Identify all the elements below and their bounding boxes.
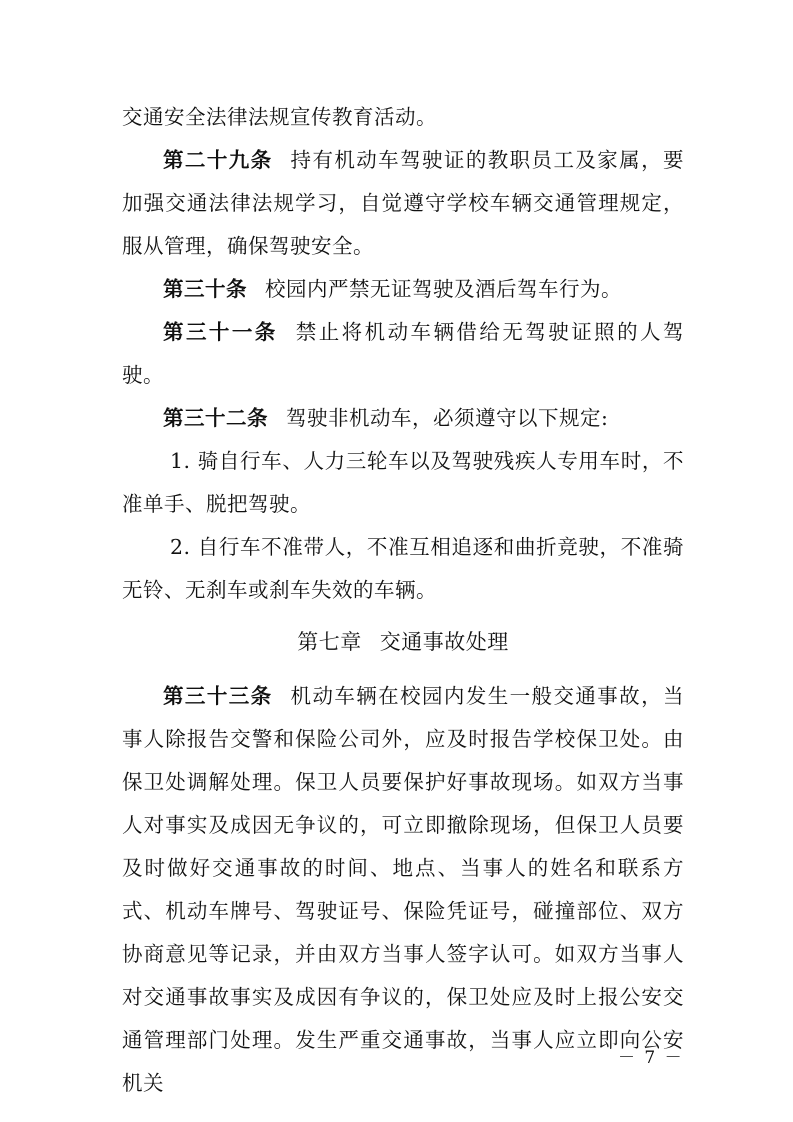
list-item-1 bbox=[122, 440, 684, 526]
article-32 bbox=[122, 397, 684, 440]
article-text: 机动车辆在校园内发生一般交通事故，当事人除报告交警和保险公司外，应及时报告学校保卫处。由保卫处调解处理。保卫人员要保护好事故现场。如双方当事人对事实及成因无争议的，可立即撤除现场，但保卫人员要及时做好交通事故的时间、地点、当事人的姓名和联系方式、机动车牌号、驾驶证号、保险凭证号，碰撞部位、双方协商意见等记录，并由双方当事人签字认可。如双方当事人对交通事故事实及成因有争议的，保卫处应及时上报公安交通管理部门处理。发生严重交通事故，当事人应立即向公安机关 bbox=[122, 684, 685, 1095]
article-29 bbox=[122, 139, 684, 268]
article-heading: 第三十二条 bbox=[163, 406, 268, 430]
chapter-heading bbox=[122, 621, 684, 664]
article-heading: 第三十条 bbox=[163, 277, 247, 301]
article-text: 驾驶非机动车，必须遵守以下规定: bbox=[286, 406, 609, 430]
paragraph-text: 交通安全法律法规宣传教育活动。 bbox=[122, 105, 437, 129]
article-30 bbox=[122, 268, 684, 311]
article-text: 禁止将机动车辆借给无驾驶证照的人驾驶。 bbox=[122, 320, 685, 387]
list-item-text: 2. 自行车不准带人，不准互相追逐和曲折竞驶，不准骑无铃、无刹车或刹车失效的车辆。 bbox=[122, 535, 684, 602]
article-heading: 第二十九条 bbox=[163, 148, 273, 172]
chapter-number: 第七章 bbox=[297, 630, 362, 654]
document-page bbox=[122, 96, 684, 1105]
list-item-text: 1. 骑自行车、人力三轮车以及驾驶残疾人专用车时，不准单手、脱把驾驶。 bbox=[122, 449, 684, 516]
article-text: 持有机动车驾驶证的教职员工及家属，要加强交通法律法规学习，自觉遵守学校车辆交通管理规定，服从管理，确保驾驶安全。 bbox=[122, 148, 685, 258]
chapter-title: 交通事故处理 bbox=[379, 630, 509, 654]
article-31 bbox=[122, 311, 684, 397]
list-item-2 bbox=[122, 526, 684, 612]
article-33 bbox=[122, 675, 684, 1105]
paragraph-continuation bbox=[122, 96, 684, 139]
article-text: 校园内严禁无证驾驶及酒后驾车行为。 bbox=[265, 277, 622, 301]
article-heading: 第三十一条 bbox=[163, 320, 278, 344]
page-number: － 7 － bbox=[618, 1048, 684, 1068]
article-heading: 第三十三条 bbox=[163, 684, 273, 708]
